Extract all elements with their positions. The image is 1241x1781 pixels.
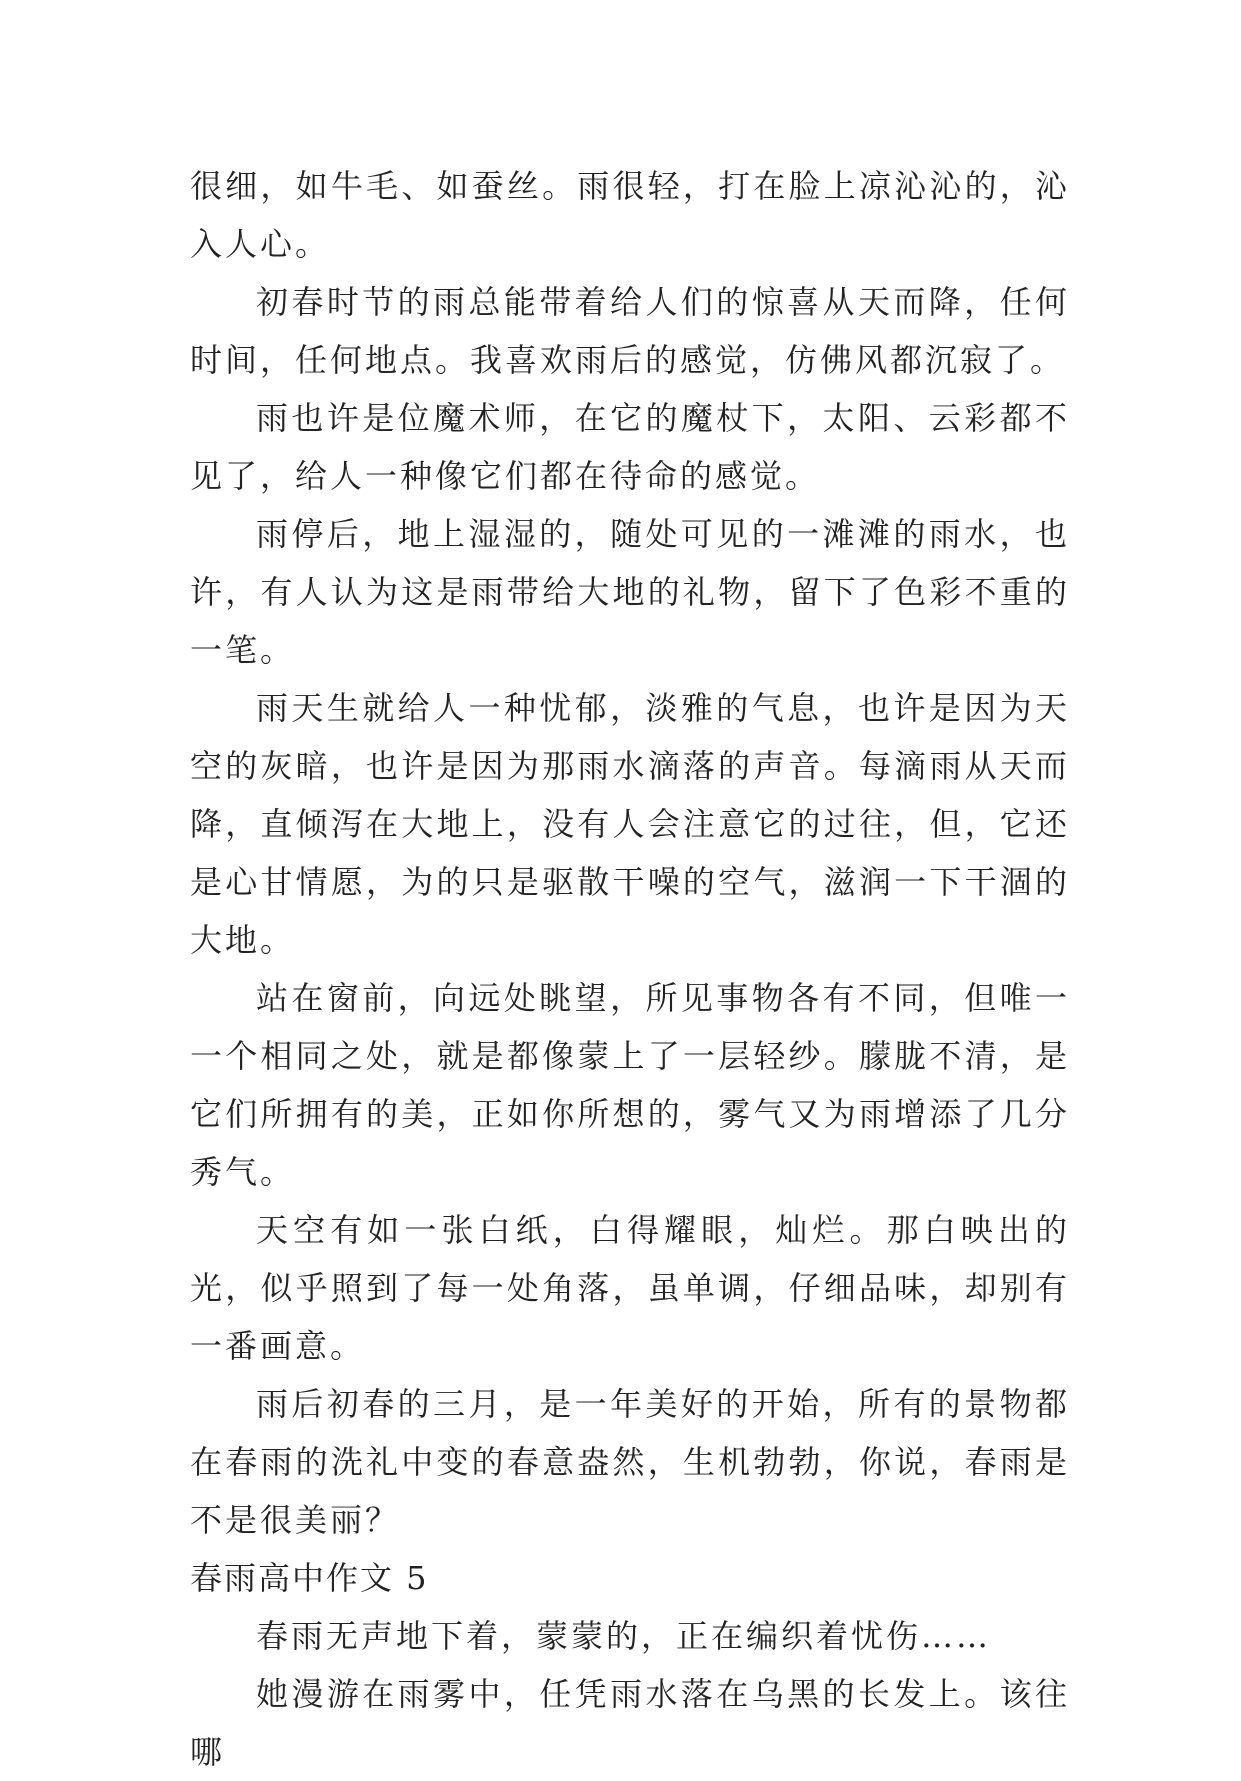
- paragraph: 春雨无声地下着，蒙蒙的，正在编织着忧伤……: [256, 1617, 992, 1655]
- paragraph: 雨停后，地上湿湿的，随处可见的一滩滩的雨水，也许，有人认为这是雨带给大地的礼物，留下了色彩不重的一笔。: [190, 515, 1070, 669]
- paragraph: 站在窗前，向远处眺望，所见事物各有不同，但唯一一个相同之处，就是都像蒙上了一层轻纱。朦胧不清，是它们所拥有的美，正如你所想的，雾气又为雨增添了几分秀气。: [190, 979, 1070, 1191]
- section-heading: 春雨高中作文 5: [190, 1559, 429, 1597]
- document-body: [190, 157, 1070, 1781]
- paragraph: 初春时节的雨总能带着给人们的惊喜从天而降，任何时间，任何地点。我喜欢雨后的感觉，仿佛风都沉寂了。: [190, 283, 1070, 379]
- paragraph: 雨天生就给人一种忧郁，淡雅的气息，也许是因为天空的灰暗，也许是因为那雨水滴落的声音。每滴雨从天而降，直倾泻在大地上，没有人会注意它的过往，但，它还是心甘情愿，为的只是驱散干噪的空气，滋润一下干涸的大地。: [190, 689, 1070, 959]
- paragraph-continuation: 很细，如牛毛、如蚕丝。雨很轻，打在脸上凉沁沁的，沁入人心。: [190, 167, 1070, 263]
- paragraph: 她漫游在雨雾中，任凭雨水落在乌黑的长发上。该往哪: [190, 1675, 1070, 1771]
- paragraph: 雨后初春的三月，是一年美好的开始，所有的景物都在春雨的洗礼中变的春意盎然，生机勃勃，你说，春雨是不是很美丽？: [190, 1385, 1070, 1539]
- paragraph: 雨也许是位魔术师，在它的魔杖下，太阳、云彩都不见了，给人一种像它们都在待命的感觉。: [190, 399, 1070, 495]
- paragraph: 天空有如一张白纸，白得耀眼，灿烂。那白映出的光，似乎照到了每一处角落，虽单调，仔细品味，却别有一番画意。: [190, 1211, 1070, 1365]
